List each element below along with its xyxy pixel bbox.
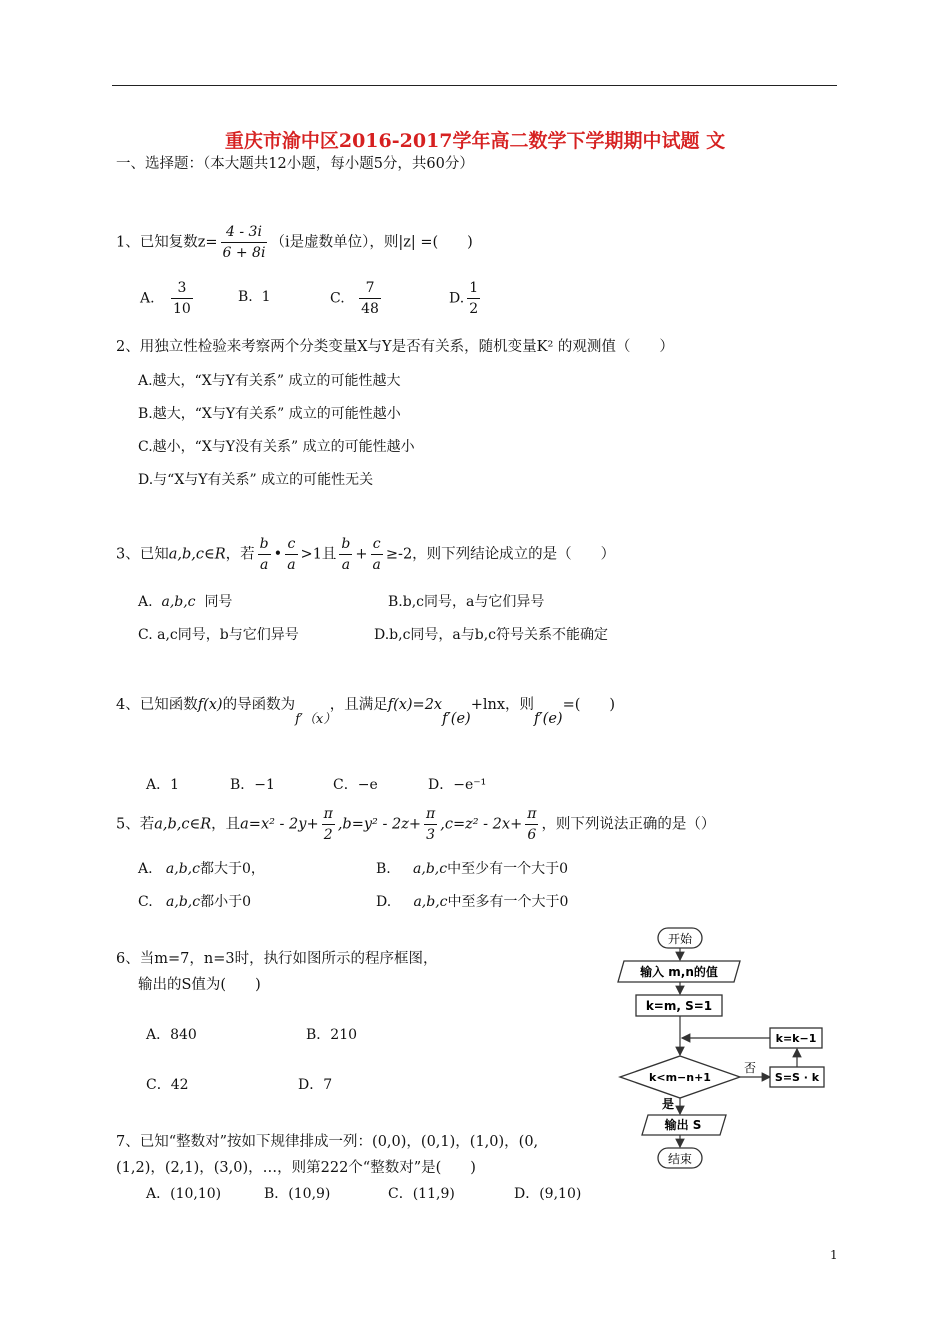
q2-option-c: C.越小，“X与Y没有关系” 成立的可能性越小 [138,439,415,455]
q5-d-label: D. [376,894,392,910]
question-7-line1: 7、已知“整数对”按如下规律排成一列：(0,0)，(0,1)，(1,0)，(0, [116,1134,539,1150]
flow-yes-label: 是 [661,1097,675,1111]
q1-b-text: 1 [261,289,271,305]
q5-p3n: π [525,804,538,825]
q3-option-c: C. a,c同号，b与它们异号 [138,627,299,643]
q5-c-math: a,b,c [166,894,201,910]
flow-end-text: 结束 [667,1152,693,1166]
q3-a-label: A. [138,594,153,610]
flow-condition-text: k<m−n+1 [649,1071,711,1084]
q3-vars: a,b,c∈R [168,546,226,563]
q5-pi-2 [322,804,335,845]
q4-prefix: 4、已知函数 [116,697,198,713]
q2-option-d: D.与“X与Y有关系” 成立的可能性无关 [138,472,374,488]
question-1 [116,222,473,263]
q7-option-c: C．(11,9) [388,1186,455,1202]
flow-start-text: 开始 [667,932,693,946]
q3-prefix: 3、已知 [116,546,169,563]
q1-option-b [238,289,271,305]
q6-option-b: B．210 [306,1027,358,1043]
q3-plus: + [355,546,368,563]
flow-decrement-text: k=k−1 [775,1032,817,1045]
q1-fraction [221,222,268,263]
q5-c-text: 都小于0 [200,894,252,910]
top-rule [112,85,837,86]
q1-a-label: A. [140,290,155,307]
question-2: 2、用独立性检验来考察两个分类变量X与Y是否有关系，随机变量K² 的观测值（ ） [116,339,674,355]
q1-option-a [140,278,196,319]
q5-p2d: 3 [426,827,436,843]
q7-option-d: D．(9,10) [514,1186,582,1202]
q5-d-math: a,b,c [413,894,448,910]
q6-option-d: D．7 [298,1077,333,1093]
q3-frac-1 [258,534,271,575]
q5-expr1: a=x² - 2y+ [240,816,319,833]
q2-option-b: B.越大，“X与Y有关系” 成立的可能性越小 [138,406,401,422]
q5-end: ，则下列说法正确的是（） [541,816,716,833]
q4-mid1: 的导函数为 [222,697,296,713]
flow-multiply-text: S=S · k [774,1071,820,1084]
section-heading: 一、选择题：（本大题共12小题，每小题5分，共60分） [116,156,474,172]
q5-b-label: B. [376,861,391,877]
q1-d-num: 1 [467,278,480,299]
q3-option-d: D.b,c同号，a与b,c符号关系不能确定 [374,627,609,643]
q4-option-d: D．−e⁻¹ [428,777,487,793]
q1-a-fraction [171,278,193,319]
q1-prefix: 1、已知复数z= [116,234,218,251]
q5-a-text: 都大于0， [199,861,265,877]
q3-f1n: b [258,534,271,555]
q4-mid2: ，且满足 [329,697,388,713]
q6-option-a: A．840 [146,1027,197,1043]
q1-d-fraction [467,278,480,319]
q5-p2n: π [424,804,437,825]
q5-a-math: a,b,c [165,861,200,877]
flow-input-text: 输入 m,n的值 [640,965,718,979]
q5-expr3: ,c=z² - 2x+ [440,816,523,833]
q5-p1n: π [322,804,335,825]
q5-option-b [376,858,568,878]
q5-c-label: C. [138,894,153,910]
q1-a-den: 10 [173,301,191,317]
q4-fpe: f′(e) [442,711,471,727]
q1-d-den: 2 [469,301,479,317]
question-6-line2: 输出的S值为( ) [138,977,261,993]
q1-option-d [449,278,483,319]
q5-d-text: 中至多有一个大于0 [447,894,569,910]
q5-p1d: 2 [323,827,333,843]
q4-end: =( ) [562,697,616,713]
q3-f2d: a [287,557,296,573]
page-title: 重庆市渝中区2016-2017学年高二数学下学期期中试题 文 [224,130,726,152]
q1-a-num: 3 [171,278,193,299]
question-7-line2: (1,2)，(2,1)，(3,0)，…，则第222个“整数对”是( ) [116,1160,476,1176]
q1-suffix: （i是虚数单位），则|z| =( ) [270,234,473,251]
q3-cond1: >1且 [300,546,337,563]
q1-b-label: B. [238,289,253,305]
q4-eq2: +lnx，则 [470,697,534,713]
q5-vars: a,b,c∈R [154,816,212,833]
q4-eq: f(x)=2x [387,697,443,713]
q1-c-fraction [359,278,381,319]
q5-b-math: a,b,c [413,861,448,877]
q4-fpe2: f′(e) [534,711,563,727]
q5-pi-6 [525,804,538,845]
q5-prefix: 5、若 [116,816,155,833]
q4-option-c: C．−e [333,777,378,793]
q4-option-a: A．1 [146,777,180,793]
q5-b-text: 中至少有一个大于0 [447,861,568,877]
q3-f4n: c [371,534,383,555]
question-4 [116,693,616,727]
q3-a-text: 同号 [204,594,233,610]
q3-f3d: a [341,557,351,573]
q3-frac-3 [339,534,352,575]
page-number: 1 [830,1248,838,1262]
q4-fpx: f′（x） [295,712,330,727]
question-3 [116,534,615,575]
q3-f4d: a [372,557,381,573]
flow-no-label: 否 [743,1061,757,1075]
question-6-line1: 6、当m=7，n=3时，执行如图所示的程序框图， [116,951,438,967]
q3-dot: • [273,546,283,563]
q1-d-label: D. [449,290,465,307]
flow-init-text: k=m, S=1 [645,999,713,1013]
q1-numerator: 4 - 3i [221,222,268,243]
flow-output-text: 输出 S [664,1118,702,1132]
q5-pi-3 [424,804,437,845]
q2-option-a: A.越大，“X与Y有关系” 成立的可能性越大 [138,373,401,389]
q1-c-label: C. [330,290,345,307]
q5-option-d [376,891,568,911]
q1-option-c [330,278,384,319]
q5-a-label: A. [138,861,153,877]
program-flowchart [612,924,840,1176]
q3-frac-4 [371,534,383,575]
q3-a-math: a,b,c [161,594,196,610]
q6-option-c: C．42 [146,1077,189,1093]
q1-c-num: 7 [359,278,381,299]
q3-f2n: c [285,534,297,555]
q5-expr2: ,b=y² - 2z+ [337,816,422,833]
q7-option-b: B．(10,9) [264,1186,331,1202]
q4-option-b: B．−1 [230,777,275,793]
q5-mid: ，且 [211,816,241,833]
q3-frac-2 [285,534,297,575]
q1-c-den: 48 [361,301,379,317]
q5-option-a [138,858,265,878]
q3-f3n: b [339,534,352,555]
q3-f1d: a [259,557,269,573]
q3-option-a [138,591,232,611]
question-5 [116,804,715,845]
q5-p3d: 6 [527,827,537,843]
q7-option-a: A．(10,10) [146,1186,222,1202]
q3-cond2: ≥-2，则下列结论成立的是（ ） [385,546,616,563]
q5-option-c [138,891,251,911]
q4-fx: f(x) [197,697,223,713]
q3-option-b: B.b,c同号，a与它们异号 [388,594,545,610]
q1-denominator: 6 + 8i [222,245,266,261]
q3-mid: ，若 [225,546,255,563]
